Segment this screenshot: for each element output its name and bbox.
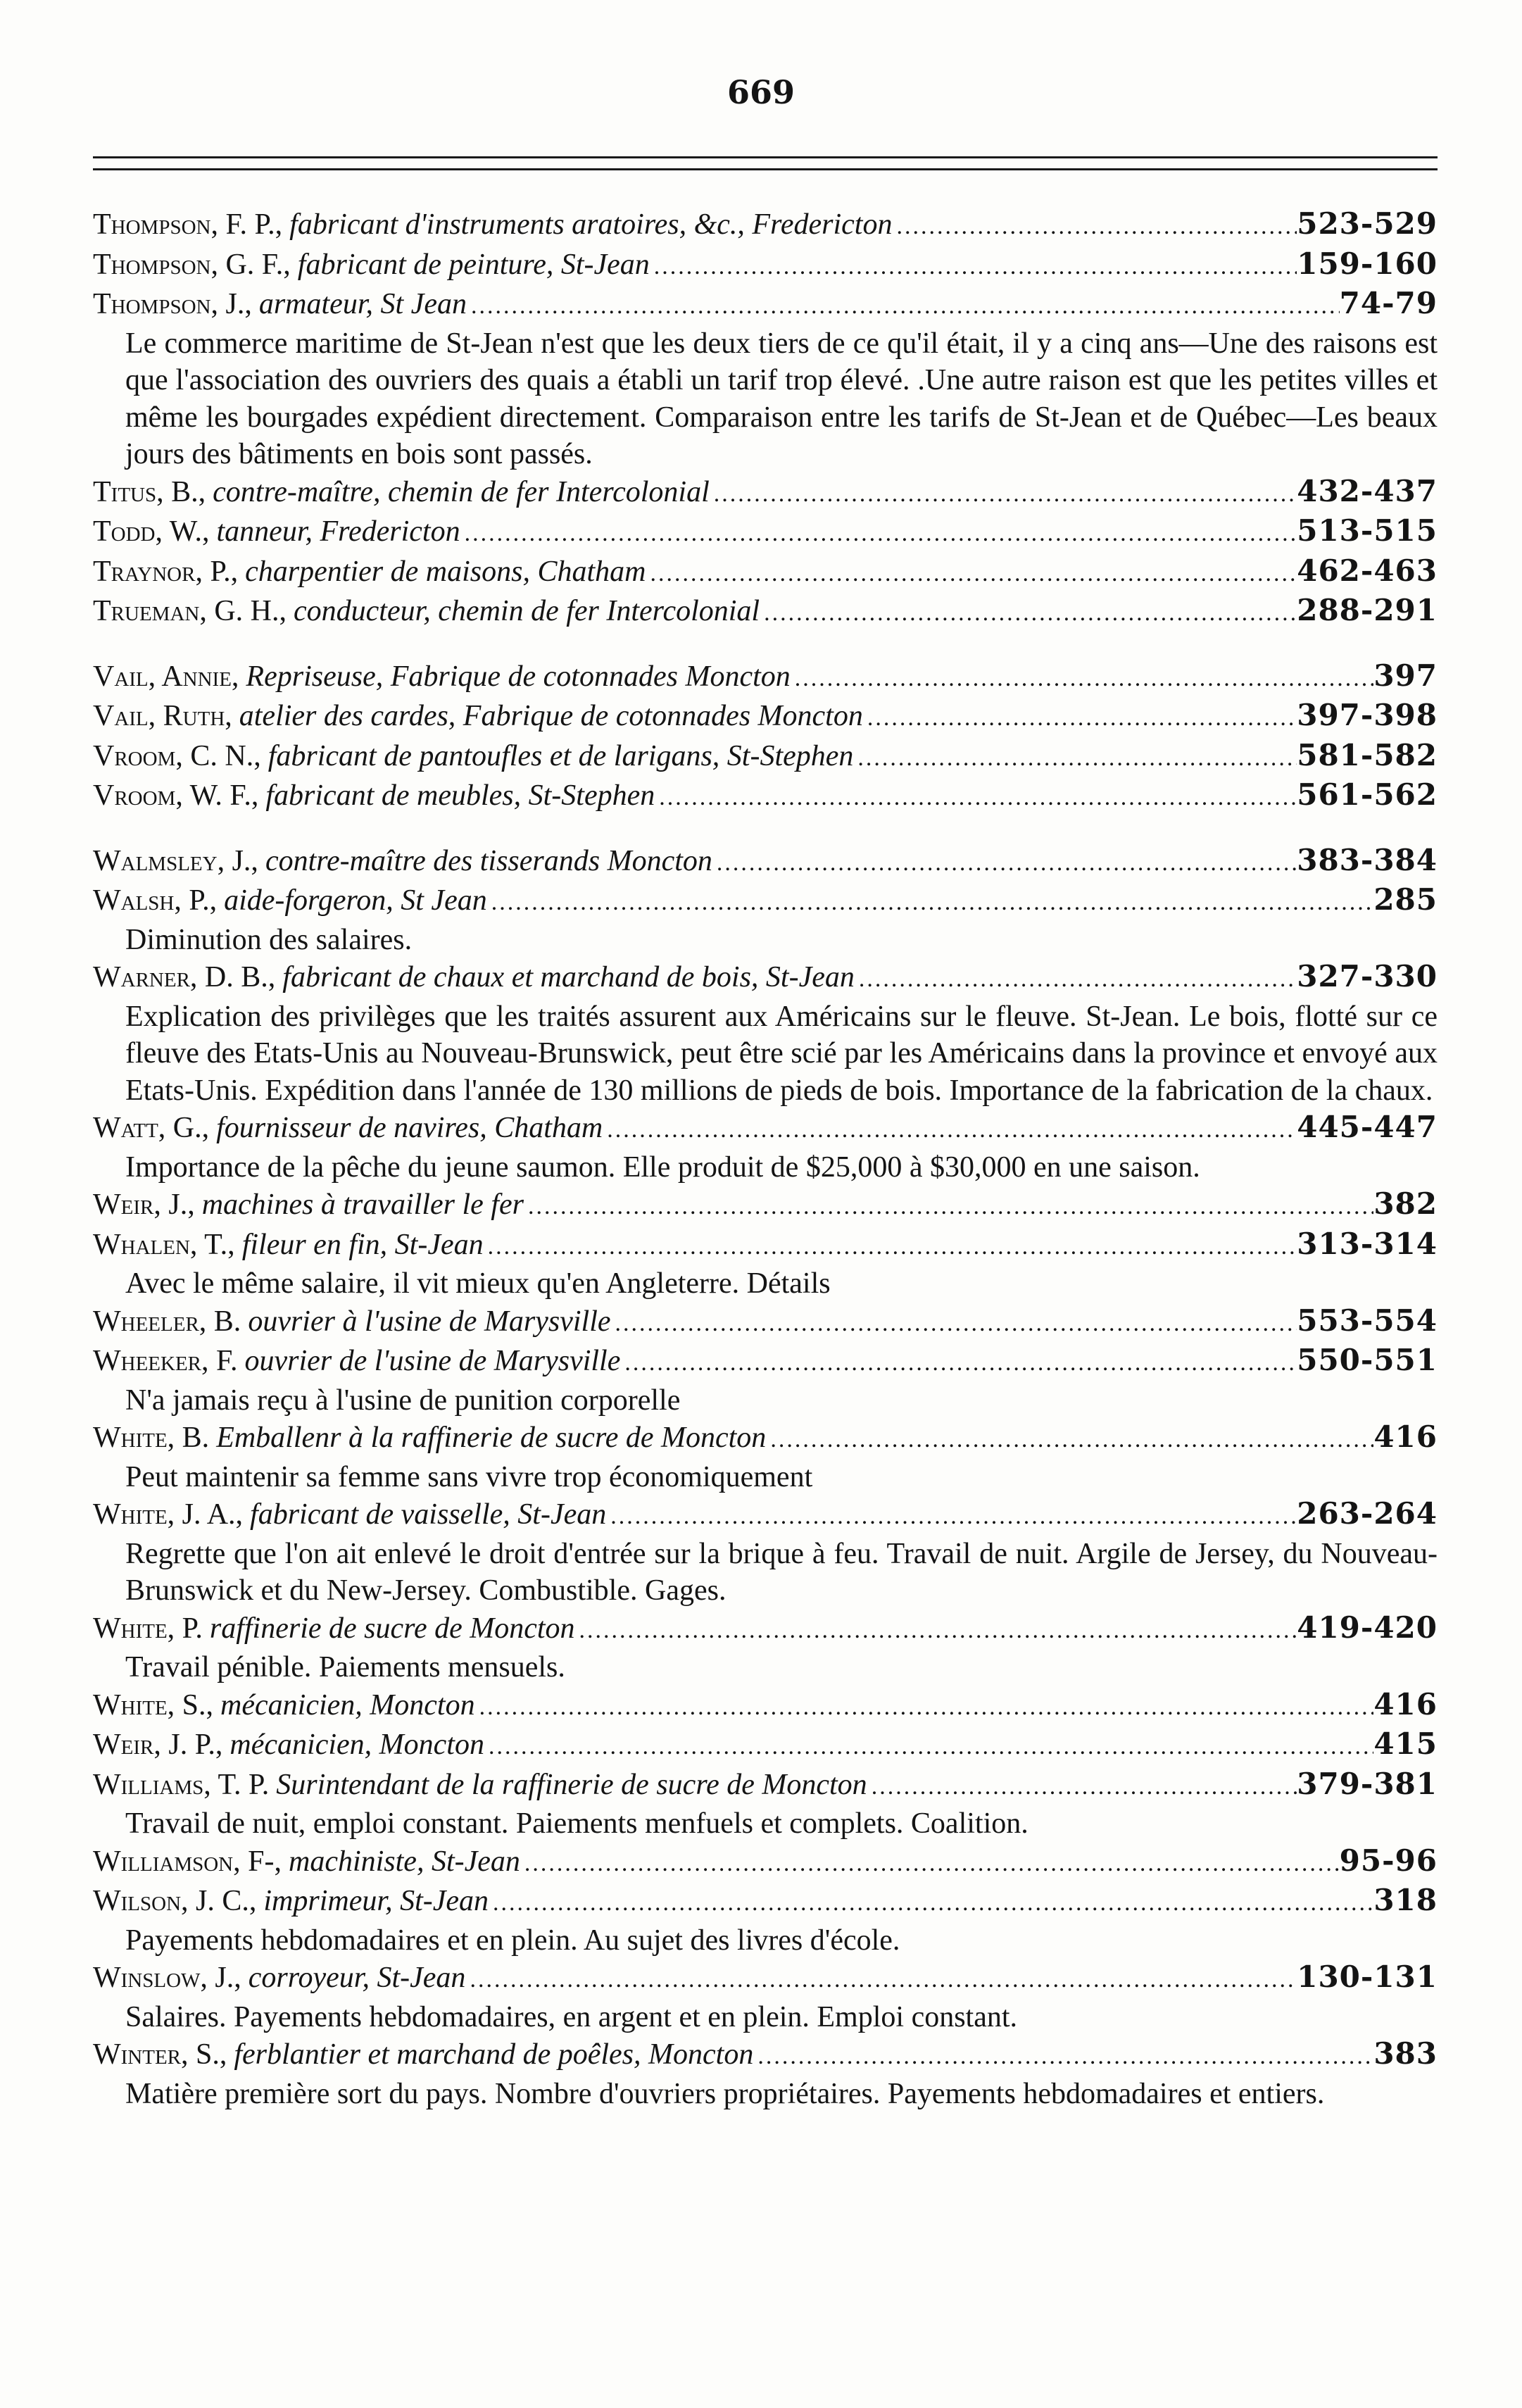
index-group [93,842,1438,2113]
index-entry [93,1342,1438,1382]
entry-pages: 383 [1373,2036,1438,2071]
dot-leader [575,1612,1297,1650]
entry-description: machines à travailler le fer [201,1189,524,1221]
index-entry [93,1226,1438,1266]
dot-leader [867,1769,1297,1806]
entry-name: White, J. A., [93,1498,244,1531]
index-group [93,658,1438,817]
dot-leader [863,700,1297,737]
entry-description: imprimeur, St-Jean [263,1885,489,1917]
dot-leader [766,1422,1373,1459]
index-entry [93,246,1438,286]
entry-pages: 416 [1373,1686,1438,1722]
entry-description: atelier des cardes, Fabrique de cotonnades Moncton [239,700,863,732]
entry-name: White, S., [93,1688,214,1722]
entry-description: fabricant de peinture, St-Jean [297,248,650,281]
entry-name: Titus, B., [93,475,206,508]
index-entry [93,958,1438,998]
index-entry [93,2036,1438,2076]
entry-name: Walmsley, J., [93,844,258,877]
index-entry [93,513,1438,553]
entry-name: Warner, D. B., [93,961,276,993]
entry-pages: 318 [1373,1883,1438,1917]
entry-pages: 419-420 [1297,1610,1438,1645]
dot-leader [791,660,1374,698]
index-entry [93,697,1438,737]
entry-note: Avec le même salaire, il vit mieux qu'en Angleterre. Détails [125,1267,831,1300]
entry-name: Thompson, G. F., [93,248,291,281]
index-entry [93,1186,1438,1226]
entry-note: Peut maintenir sa femme sans vivre trop économiquement [125,1460,813,1493]
index-entry [93,1726,1438,1766]
entry-note: Salaires. Payements hebdomadaires, en argent et en plein. Emploi constant. [125,2000,1018,2033]
entry-note: Importance de la pêche du jeune saumon. Elle produit de $25,000 à $30,000 en une saison. [125,1150,1200,1184]
entry-pages: 159-160 [1297,246,1438,281]
entry-name: Wheeker, F. [93,1345,238,1377]
dot-leader [460,515,1297,553]
entry-pages: 288-291 [1297,593,1438,627]
entry-name: Trueman, G. H., [93,595,287,627]
dot-leader [603,1112,1297,1149]
dot-leader [520,1845,1340,1883]
entry-note: Travail pénible. Paiements mensuels. [125,1651,565,1683]
entry-description: tanneur, Fredericton [216,515,460,548]
entry-note: Explication des privilèges que les traités assurent aux Américains sur le fleuve. St-Jean. Le bois, flotté sur ce fleuve des Etats-Unis au Nouveau-Brunswick, peut être scié par les Américains dans la province et envoyé aux Etats-Unis. Expédition dans l'année de 130 millions de pieds de bois. Importance de la fabrication de la chaux. [125,1000,1438,1107]
entry-description: Emballenr à la raffinerie de sucre de Moncton [216,1422,767,1454]
entry-description: corroyeur, St-Jean [248,1962,466,1994]
entry-name: White, P. [93,1612,203,1645]
entry-pages: 397 [1373,658,1438,693]
entry-description: conducteur, chemin de fer Intercolonial [294,595,760,627]
index-entry [93,842,1438,882]
entry-name: Vail, Annie, [93,660,239,693]
entry-note: Payements hebdomadaires et en plein. Au sujet des livres d'école. [125,1924,900,1957]
index-content [93,206,1438,2112]
entry-note: Matière première sort du pays. Nombre d'ouvriers propriétaires. Payements hebdomadaires et entiers. [125,2077,1325,2110]
dot-leader [487,884,1374,922]
entry-name: Weir, J., [93,1189,195,1221]
index-entry [93,1843,1438,1883]
index-entry [93,777,1438,817]
entry-description: armateur, St Jean [258,288,467,320]
entry-description: fabricant de vaisselle, St-Jean [250,1498,607,1531]
entry-description: Surintendant de la raffinerie de sucre de Moncton [276,1768,867,1801]
entry-pages: 432-437 [1297,473,1438,508]
entry-pages: 95-96 [1339,1843,1438,1878]
group-gap [93,817,1438,842]
entry-name: Vroom, C. N., [93,739,261,772]
entry-name: Wilson, J. C., [93,1885,257,1917]
entry-description: fabricant d'instruments aratoires, &c., Fredericton [289,208,893,241]
entry-description: mécanicien, Moncton [220,1688,475,1722]
dot-leader [710,476,1297,513]
entry-name: White, B. [93,1422,210,1454]
dot-leader [753,2038,1373,2076]
entry-name: Williamson, F-, [93,1845,282,1878]
entry-description: contre-maître des tisserands Moncton [265,844,712,877]
entry-pages: 327-330 [1297,959,1438,993]
entry-pages: 130-131 [1297,1959,1438,1994]
index-entry [93,1303,1438,1343]
dot-leader [475,1689,1374,1726]
index-entry [93,206,1438,246]
entry-pages: 550-551 [1297,1343,1438,1377]
index-entry [93,285,1438,325]
entry-description: fournisseur de navires, Chatham [216,1112,603,1144]
entry-name: Wheeler, B. [93,1305,241,1338]
entry-name: Thompson, J., [93,288,252,320]
entry-pages: 313-314 [1297,1226,1438,1261]
entry-pages: 263-264 [1297,1496,1438,1531]
dot-leader [650,249,1297,286]
entry-pages: 285 [1373,882,1438,917]
entry-description: fabricant de chaux et marchand de bois, St-Jean [282,961,855,993]
entry-pages: 382 [1373,1186,1438,1221]
page-number: 669 [727,73,795,111]
index-entry [93,1959,1438,1999]
entry-pages: 383-384 [1297,842,1438,877]
dot-leader [606,1498,1297,1536]
index-entry [93,658,1438,698]
entry-description: fileur en fin, St-Jean [241,1228,484,1261]
dot-leader [760,595,1297,632]
dot-leader [855,961,1297,998]
index-entry [93,1882,1438,1922]
entry-pages: 416 [1373,1419,1438,1454]
index-entry [93,553,1438,593]
entry-description: raffinerie de sucre de Moncton [209,1612,575,1645]
entry-pages: 553-554 [1297,1303,1438,1338]
entry-name: Traynor, P., [93,555,239,588]
entry-pages: 379-381 [1297,1766,1438,1801]
entry-note: Diminution des salaires. [125,923,413,956]
entry-description: aide-forgeron, St Jean [224,884,487,917]
entry-description: fabricant de pantoufles et de larigans, St-Stephen [268,739,854,772]
dot-leader [524,1189,1373,1226]
entry-description: ferblantier et marchand de poêles, Moncton [234,2038,754,2071]
index-entry [93,1766,1438,1806]
index-entry [93,882,1438,922]
dot-leader [467,288,1340,325]
index-entry [93,737,1438,777]
entry-note: Le commerce maritime de St-Jean n'est que les deux tiers de ce qu'il était, il y a cinq ans—Une des raisons est que l'association des ouvriers des quais a établi un tarif trop élevé. .Une autre raison est que les petites villes et même les bourgades expédient directement. Comparaison entre les tarifs de St-Jean et de Québec—Les beaux jours des bâtiments en bois sont passés. [125,327,1438,470]
entry-name: Todd, W., [93,515,210,548]
entry-pages: 415 [1373,1726,1438,1761]
group-gap [93,632,1438,658]
index-group [93,206,1438,632]
entry-pages: 581-582 [1297,737,1438,772]
entry-name: Weir, J. P., [93,1729,223,1761]
dot-leader [620,1345,1297,1382]
entry-pages: 523-529 [1297,206,1438,241]
index-entry [93,1109,1438,1149]
entry-pages: 513-515 [1297,513,1438,548]
entry-name: Vail, Ruth, [93,700,232,732]
entry-description: charpentier de maisons, Chatham [245,555,646,588]
entry-name: Vroom, W. F., [93,779,259,812]
entry-description: machiniste, St-Jean [288,1845,520,1878]
index-entry [93,1686,1438,1726]
index-entry [93,1419,1438,1459]
entry-description: mécanicien, Moncton [229,1729,484,1761]
dot-leader [465,1962,1297,1999]
entry-description: ouvrier à l'usine de Marysville [248,1305,611,1338]
index-entry [93,473,1438,513]
entry-pages: 445-447 [1297,1110,1438,1144]
entry-note: N'a jamais reçu à l'usine de punition corporelle [125,1384,681,1417]
entry-name: Thompson, F. P., [93,208,283,241]
entry-description: contre-maître, chemin de fer Intercolonial [213,475,710,508]
dot-leader [712,845,1297,882]
index-entry [93,592,1438,632]
header-double-rule [93,156,1438,170]
entry-description: ouvrier de l'usine de Marysville [244,1345,621,1377]
entry-name: Winter, S., [93,2038,227,2071]
dot-leader [892,208,1297,246]
entry-name: Watt, G., [93,1112,210,1144]
entry-name: Walsh, P., [93,884,218,917]
index-entry [93,1610,1438,1650]
dot-leader [646,556,1297,593]
dot-leader [489,1885,1373,1922]
dot-leader [484,1229,1297,1266]
dot-leader [611,1305,1297,1343]
entry-pages: 462-463 [1297,553,1438,588]
entry-pages: 397-398 [1297,698,1438,732]
entry-description: Repriseuse, Fabrique de cotonnades Moncton [246,660,791,693]
entry-pages: 561-562 [1297,777,1438,812]
entry-name: Winslow, J., [93,1962,241,1994]
entry-pages: 74-79 [1339,286,1438,320]
entry-name: Williams, T. P. [93,1768,270,1801]
entry-note: Travail de nuit, emploi constant. Paiements menfuels et complets. Coalition. [125,1807,1029,1840]
dot-leader [484,1729,1373,1766]
index-entry [93,1495,1438,1536]
dot-leader [655,779,1297,817]
entry-name: Whalen, T., [93,1228,235,1261]
entry-note: Regrette que l'on ait enlevé le droit d'entrée sur la brique à feu. Travail de nuit. Argile de Jersey, du Nouveau-Brunswick et du New-Jersey. Combustible. Gages. [125,1537,1438,1607]
entry-description: fabricant de meubles, St-Stephen [265,779,655,812]
dot-leader [853,740,1297,777]
